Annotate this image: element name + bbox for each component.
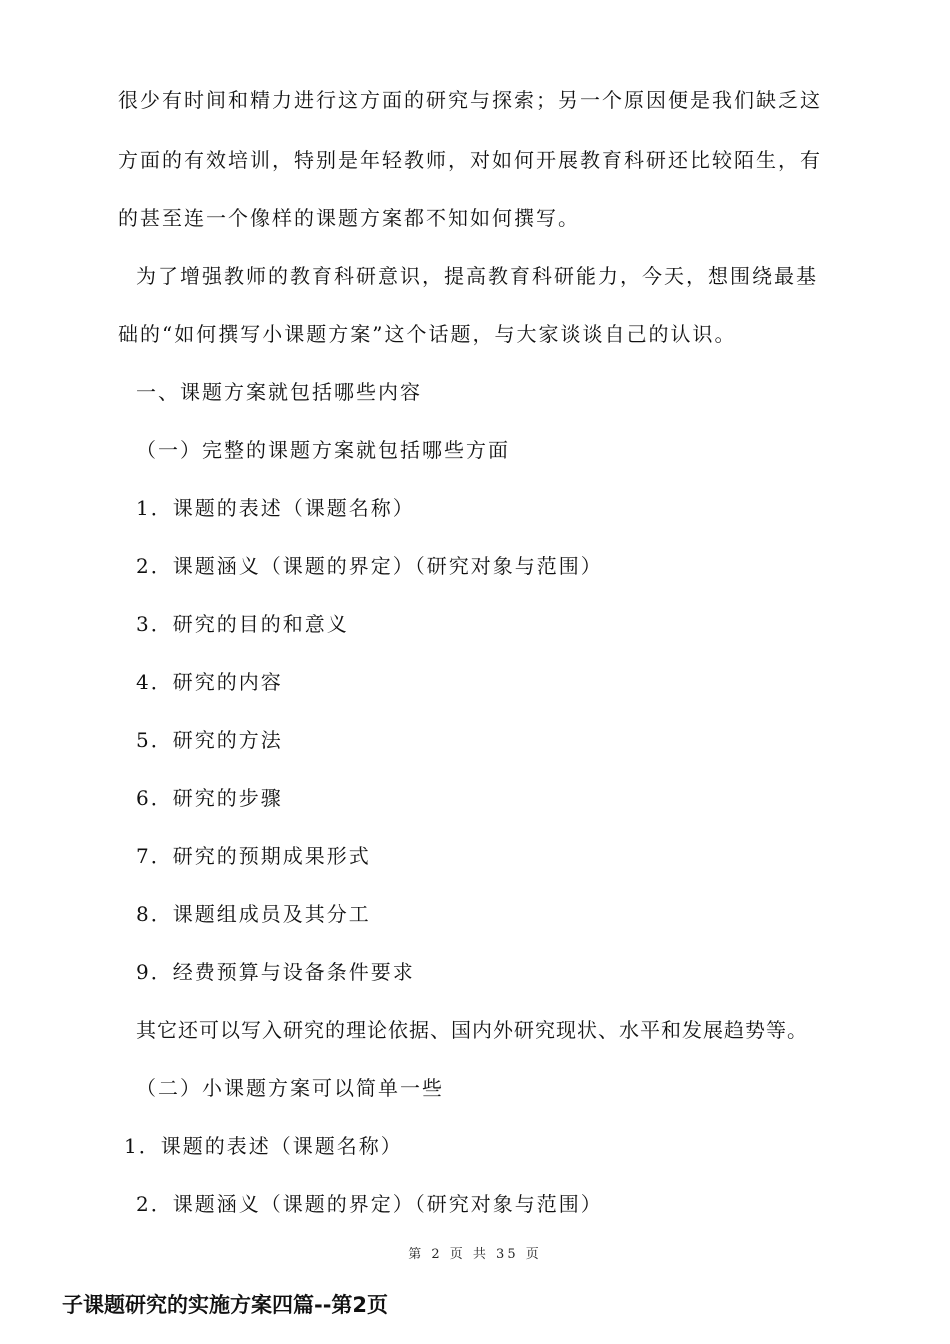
paragraph-line: 础的“如何撰写小课题方案”这个话题，与大家谈谈自己的认识。 <box>118 322 737 346</box>
list-item: 1．课题的表述（课题名称） <box>136 496 415 520</box>
list-item: 6．研究的步骤 <box>136 786 283 810</box>
paragraph-line: 方面的有效培训，特别是年轻教师，对如何开展教育科研还比较陌生，有 <box>118 148 822 172</box>
subsection-heading: （二）小课题方案可以简单一些 <box>136 1076 444 1100</box>
list-item: 4．研究的内容 <box>136 670 283 694</box>
list-item: 2．课题涵义（课题的界定）（研究对象与范围） <box>136 1192 603 1216</box>
list-item: 7．研究的预期成果形式 <box>136 844 371 868</box>
paragraph-line: 的甚至连一个像样的课题方案都不知如何撰写。 <box>118 206 580 230</box>
list-item: 8．课题组成员及其分工 <box>136 902 371 926</box>
list-item: 5．研究的方法 <box>136 728 283 752</box>
list-item: 9．经费预算与设备条件要求 <box>136 960 415 984</box>
list-item: 1．课题的表述（课题名称） <box>124 1134 403 1158</box>
list-item: 3．研究的目的和意义 <box>136 612 349 636</box>
paragraph-line: 很少有时间和精力进行这方面的研究与探索；另一个原因便是我们缺乏这 <box>118 88 822 112</box>
page-number: 第 2 页 共 35 页 <box>408 1247 542 1262</box>
paragraph-line: 其它还可以写入研究的理论依据、国内外研究现状、水平和发展趋势等。 <box>136 1018 808 1042</box>
document-title-footer: 子课题研究的实施方案四篇--第2页 <box>62 1293 389 1317</box>
section-heading: 一、课题方案就包括哪些内容 <box>136 380 422 404</box>
paragraph-line: 为了增强教师的教育科研意识，提高教育科研能力，今天，想围绕最基 <box>136 264 818 288</box>
subsection-heading: （一）完整的课题方案就包括哪些方面 <box>136 438 510 462</box>
list-item: 2．课题涵义（课题的界定）（研究对象与范围） <box>136 554 603 578</box>
